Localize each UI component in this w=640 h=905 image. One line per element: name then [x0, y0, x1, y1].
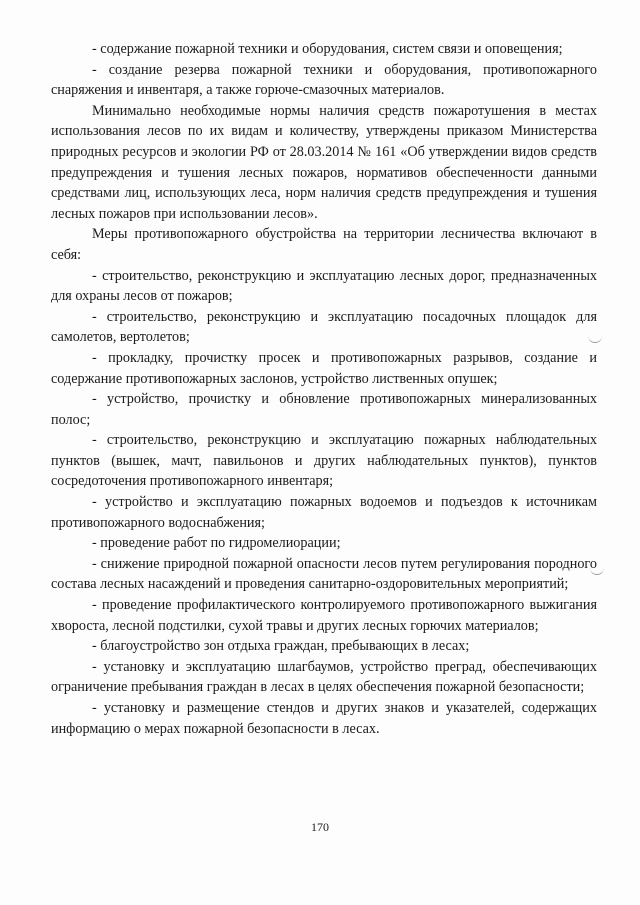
paragraph-7: - прокладку, прочистку просек и противопожарных разрывов, создание и содержание противопожарных заслонов, устройство лиственных опушек; [51, 349, 597, 387]
scan-artifact-mark [590, 566, 604, 575]
paragraph-14: - благоустройство зон отдыха граждан, пребывающих в лесах; [92, 638, 470, 655]
paragraph-8: - устройство, прочистку и обновление противопожарных минерализованных полос; [51, 391, 597, 428]
paragraph-2: - создание резерва пожарной техники и оборудования, противопожарного снаряжения и инвентаря, а также горюче-смазочных материалов. [51, 61, 597, 99]
paragraph-3: Минимально необходимые нормы наличия средств пожаротушения в местах использования лесов по их видам и количеству, утверждены приказом Министерства природных ресурсов и экологии РФ от 28.03.2014 № 161 «Об утверждении видов средств предупреждения и тушения лесных пожаров, нормативов обеспеченности данными средствами лиц, использующих леса, норм наличия средств предупреждения и тушения лесных пожаров при использовании лесов». [51, 102, 597, 222]
paragraph-4: Меры противопожарного обустройства на территории лесничества включают в себя: [51, 226, 597, 263]
paragraph-5: - строительство, реконструкцию и эксплуатацию лесных дорог, предназначенных для охраны лесов от пожаров; [51, 267, 597, 305]
body-text [51, 39, 597, 739]
paragraph-11: - проведение работ по гидромелиорации; [92, 535, 341, 552]
paragraph-16: - установку и размещение стендов и других знаков и указателей, содержащих информацию о мерах пожарной безопасности в лесах. [51, 700, 597, 737]
paragraph-9: - строительство, реконструкцию и эксплуатацию пожарных наблюдательных пунктов (вышек, мачт, павильонов и других наблюдательных пунктов), пунктов сосредоточения противопожарного инвентаря; [51, 432, 597, 490]
paragraph-15: - установку и эксплуатацию шлагбаумов, устройство преград, обеспечивающих ограничение пребывания граждан в лесах в целях обеспечения пожарной безопасности; [51, 658, 597, 696]
scan-artifact-mark [588, 334, 602, 343]
paragraph-6: - строительство, реконструкцию и эксплуатацию посадочных площадок для самолетов, вертолетов; [51, 308, 597, 346]
paragraph-12: - снижение природной пожарной опасности лесов путем регулирования породного состава лесных насаждений и проведения санитарно-оздоровительных мероприятий; [51, 555, 597, 593]
paragraph-10: - устройство и эксплуатацию пожарных водоемов и подъездов к источникам противопожарного водоснабжения; [51, 494, 597, 531]
paragraph-13: - проведение профилактического контролируемого противопожарного выжигания хвороста, лесной подстилки, сухой травы и других лесных горючих материалов; [51, 597, 597, 634]
page-number: 170 [311, 820, 329, 834]
paragraph-1: - содержание пожарной техники и оборудования, систем связи и оповещения; [92, 41, 563, 57]
